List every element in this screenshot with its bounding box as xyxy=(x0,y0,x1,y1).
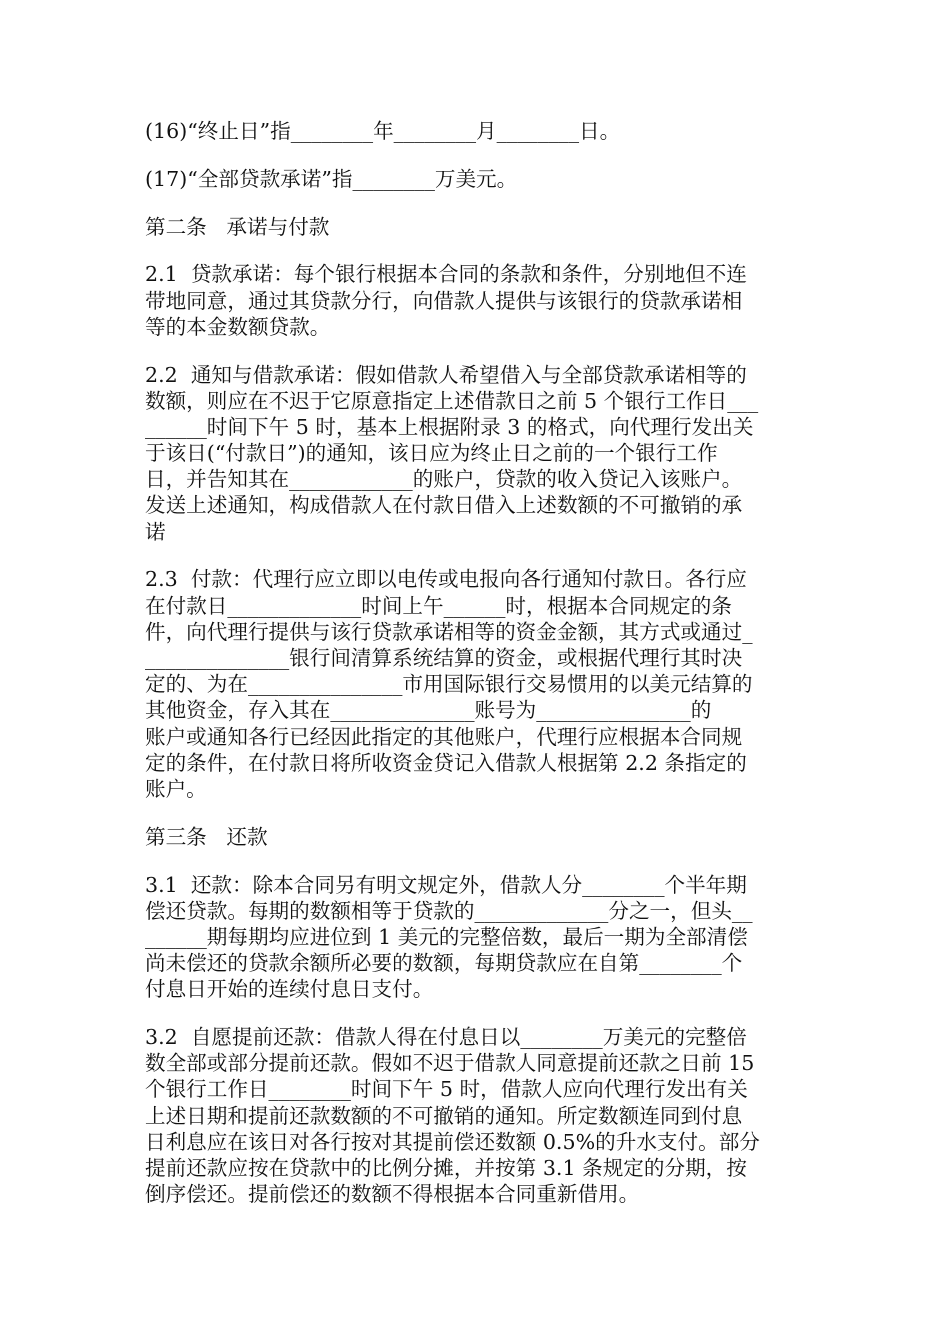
text-line: ______期每期均应进位到 1 美元的完整倍数，最后一期为全部清偿 xyxy=(145,924,748,949)
text-line: ______时间下午 5 时，基本上根据附录 3 的格式，向代理行发出关 xyxy=(145,414,754,439)
text-line: 发送上述通知，构成借款人在付款日借入上述数额的不可撤销的承 xyxy=(145,493,743,518)
definition-17 xyxy=(145,166,810,192)
text-line: (17)“全部贷款承诺”指________万美元。 xyxy=(145,166,518,191)
clause-2-2 xyxy=(145,362,810,545)
text-line: 日，并告知其在____________的账户，贷款的收入贷记入该账户。 xyxy=(145,467,743,492)
text-line: 3.2 自愿提前还款：借款人得在付息日以________万美元的完整倍 xyxy=(145,1025,747,1050)
text-line: 等的本金数额贷款。 xyxy=(145,314,331,339)
section-heading: 第三条 还款 xyxy=(145,824,268,849)
text-line: 2.1 贷款承诺：每个银行根据本合同的条款和条件，分别地但不连 xyxy=(145,262,747,287)
clause-2-3 xyxy=(145,566,810,802)
text-line: 提前还款应按在贷款中的比例分摊，并按第 3.1 条规定的分期，按 xyxy=(145,1155,747,1180)
text-line: 倒序偿还。提前偿还的数额不得根据本合同重新借用。 xyxy=(145,1182,640,1207)
document-page xyxy=(145,118,810,1207)
text-line: 偿还贷款。每期的数额相等于贷款的_____________分之一，但头__ xyxy=(145,898,753,923)
text-line: 数全部或部分提前还款。假如不迟于借款人同意提前还款之日前 15 xyxy=(145,1051,755,1076)
text-line: 付息日开始的连续付息日支付。 xyxy=(145,977,434,1002)
text-line: 3.1 还款：除本合同另有明文规定外，借款人分________个半年期 xyxy=(145,872,747,897)
clause-3-2 xyxy=(145,1024,810,1207)
text-line: 其他资金，存入其在______________账号为_______________的 xyxy=(145,698,712,723)
paragraph-gap xyxy=(145,850,810,872)
definition-16 xyxy=(145,118,810,144)
paragraph-gap xyxy=(145,340,810,362)
article-3-heading xyxy=(145,824,810,850)
text-line: 账户。 xyxy=(145,776,207,801)
paragraph-gap xyxy=(145,144,810,166)
article-2-heading xyxy=(145,214,810,240)
paragraph-gap xyxy=(145,240,810,262)
text-line: 日利息应在该日对各行按对其提前偿还数额 0.5%的升水支付。部分 xyxy=(145,1129,760,1154)
text-line: 诺 xyxy=(145,519,166,544)
clause-3-1 xyxy=(145,872,810,1003)
text-line: 账户或通知各行已经因此指定的其他账户，代理行应根据本合同规 xyxy=(145,724,743,749)
paragraph-gap xyxy=(145,545,810,567)
text-line: 上述日期和提前还款数额的不可撤销的通知。所定数额连同到付息 xyxy=(145,1103,743,1128)
text-line: 2.2 通知与借款承诺：假如借款人希望借入与全部贷款承诺相等的 xyxy=(145,362,747,387)
text-line: ______________银行间清算系统结算的资金，或根据代理行其时决 xyxy=(145,645,743,670)
text-line: 定的条件，在付款日将所收资金贷记入借款人根据第 2.2 条指定的 xyxy=(145,750,747,775)
text-line: 在付款日_____________时间上午______时，根据本合同规定的条 xyxy=(145,593,732,618)
text-line: 定的、为在_______________市用国际银行交易惯用的以美元结算的 xyxy=(145,672,753,697)
clause-2-1 xyxy=(145,261,810,340)
text-line: 数额，则应在不迟于它原意指定上述借款日之前 5 个银行工作日___ xyxy=(145,388,759,413)
text-line: 2.3 付款：代理行应立即以电传或电报向各行通知付款日。各行应 xyxy=(145,567,747,592)
text-line: 带地同意，通过其贷款分行，向借款人提供与该银行的贷款承诺相 xyxy=(145,288,743,313)
text-line: (16)“终止日”指________年________月________日。 xyxy=(145,119,621,143)
paragraph-gap xyxy=(145,802,810,824)
paragraph-gap xyxy=(145,1002,810,1024)
text-line: 个银行工作日________时间下午 5 时，借款人应向代理行发出有关 xyxy=(145,1077,748,1102)
text-line: 尚未偿还的贷款余额所必要的数额，每期贷款应在自第________个 xyxy=(145,951,743,976)
section-heading: 第二条 承诺与付款 xyxy=(145,214,330,239)
text-line: 于该日(“付款日”)的通知，该日应为终止日之前的一个银行工作 xyxy=(145,441,718,466)
text-line: 件，向代理行提供与该行贷款承诺相等的资金金额，其方式或通过_ xyxy=(145,619,753,644)
paragraph-gap xyxy=(145,192,810,214)
